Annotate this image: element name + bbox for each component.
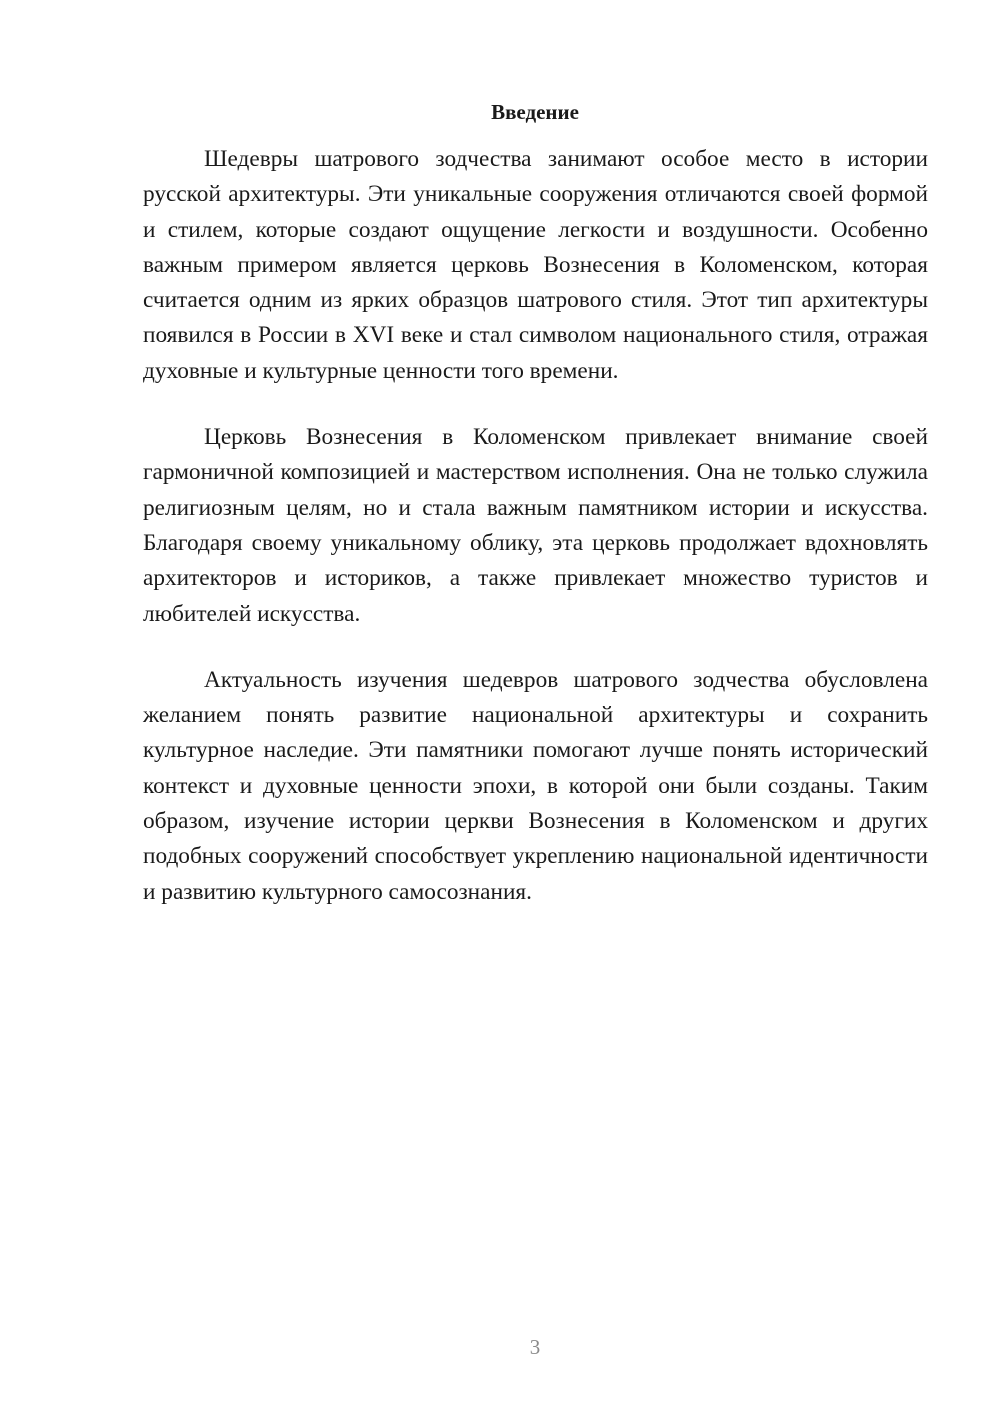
paragraph-3: Актуальность изучения шедевров шатрового зодчества обусловлена желанием понять развитие национальной архитектуры и сохранить культурное наследие. Эти памятники помогают лучше понять исторический контекст и духовные ценности эпохи, в которой они были созданы. Таким образом, изучение истории церкви Вознесения в Коломенском и других подобных сооружений способствует укреплению национальной идентичности и развитию культурного самосознания. — [143, 666, 928, 905]
paragraph-2: Церковь Вознесения в Коломенском привлекает внимание своей гармоничной композицией и мастерством исполнения. Она не только служила религиозным целям, но и стала важным памятником истории и искусства. Благодаря своему уникальному облику, эта церковь продолжает вдохновлять архитекторов и историков, а также привлекает множество туристов и любителей искусства. — [143, 424, 928, 627]
paragraph-1: Шедевры шатрового зодчества занимают особое место в истории русской архитектуры. Эти уникальные сооружения отличаются своей формой и стилем, которые создают ощущение легкости и воздушности. Особенно важным примером является церковь Вознесения в Коломенском, которая считается одним из ярких образцов шатрового стиля. Этот тип архитектуры появился в России в XVI веке и стал символом национального стиля, отражая духовные и культурные ценности того времени. — [143, 146, 928, 384]
body-text — [143, 142, 928, 941]
page-number: 3 — [529, 1335, 541, 1359]
section-heading: Введение — [491, 100, 579, 124]
